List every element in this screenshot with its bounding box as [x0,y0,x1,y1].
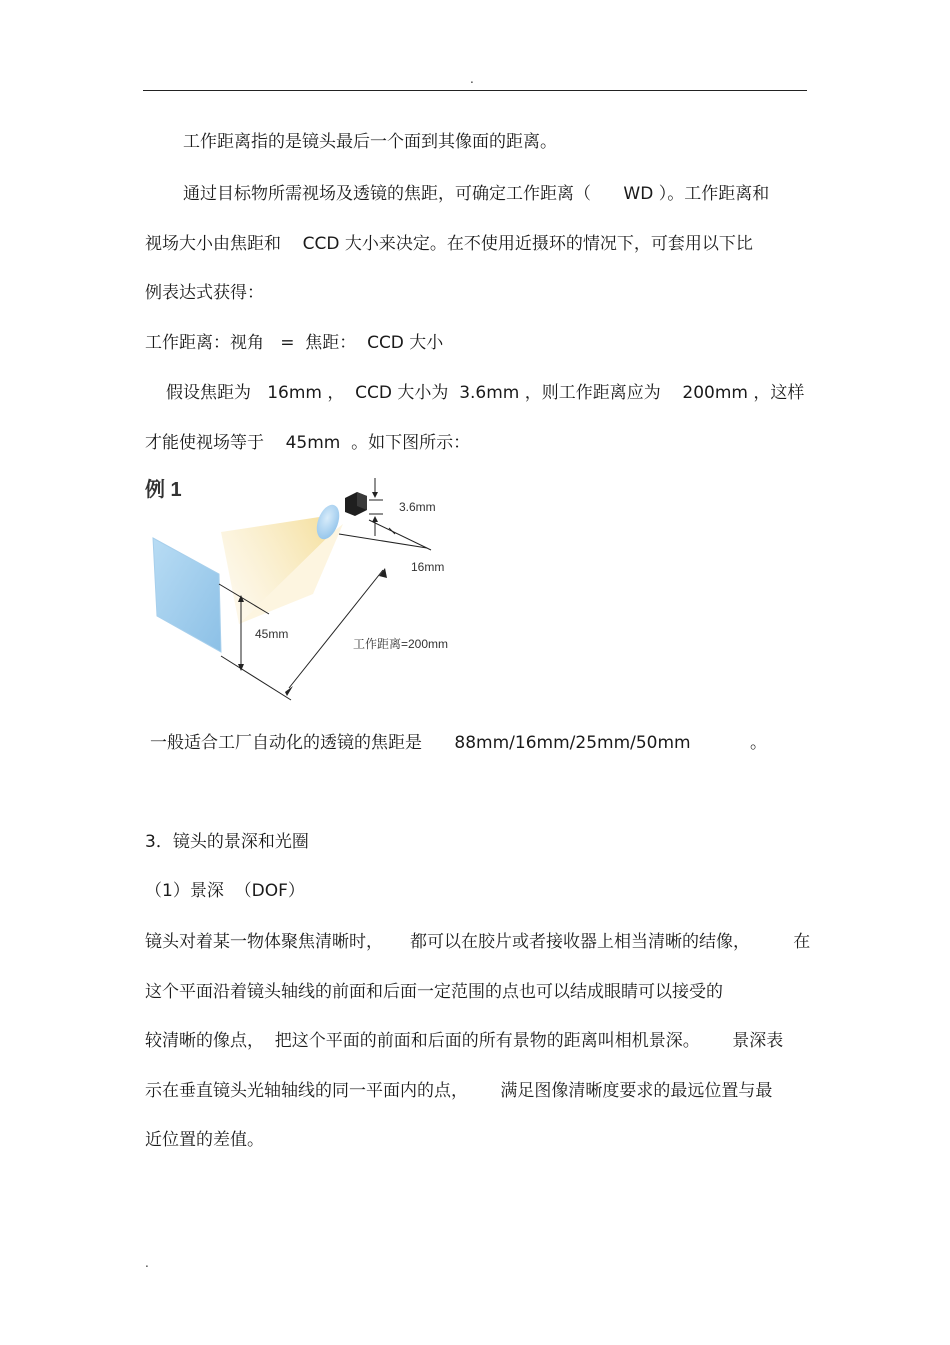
paragraph-example-line-1: 假设焦距为 16mm ， CCD 大小为 3.6mm ，则工作距离应为 200mm ，这样 [166,383,805,403]
header-rule [143,90,807,91]
paragraph-dof-line-2: 这个平面沿着镜头轴线的前面和后面一定范围的点也可以结成眼睛可以接受的 [145,982,723,1002]
paragraph-wd-line-1: 通过目标物所需视场及透镜的焦距，可确定工作距离（ WD ）。工作距离和 [183,184,770,204]
paragraph-dof-line-1: 镜头对着某一物体聚焦清晰时， 都可以在胶片或者接收器上相当清晰的结像， 在 [145,932,811,952]
header-mark: . [470,72,474,86]
paragraph-dof-line-3: 较清晰的像点， 把这个平面的前面和后面的所有景物的距离叫相机景深。 景深表 [145,1031,784,1051]
example-figure-svg [143,474,473,704]
footer-mark: . [145,1256,149,1270]
label-field-of-view: 45mm [255,627,289,641]
field-of-view-screen [153,538,221,652]
paragraph-example-line-2: 才能使视场等于 45mm 。如下图所示： [145,433,471,453]
label-working-distance: 工作距离=200mm [353,637,449,651]
paragraph-working-distance-definition: 工作距离指的是镜头最后一个面到其像面的距离。 [183,132,557,152]
formula-line: 工作距离：视角 = 焦距： CCD 大小 [145,333,444,353]
label-focal-length: 16mm [411,560,445,574]
label-ccd-size: 3.6mm [399,500,436,514]
paragraph-dof-line-5: 近位置的差值。 [145,1130,264,1150]
paragraph-focal-lengths: 一般适合工厂自动化的透镜的焦距是 88mm/16mm/25mm/50mm 。 [150,733,768,753]
subsection-title: （1）景深 （DOF） [145,881,305,901]
paragraph-wd-line-2: 视场大小由焦距和 CCD 大小来决定。在不使用近摄环的情况下，可套用以下比 [145,234,753,254]
paragraph-dof-line-4: 示在垂直镜头光轴轴线的同一平面内的点， 满足图像清晰度要求的最远位置与最 [145,1081,773,1101]
paragraph-wd-line-3: 例表达式获得： [145,283,264,303]
section-title: 3．镜头的景深和光圈 [145,832,309,852]
example-figure [143,474,473,704]
figure-title: 例 1 [145,479,182,501]
